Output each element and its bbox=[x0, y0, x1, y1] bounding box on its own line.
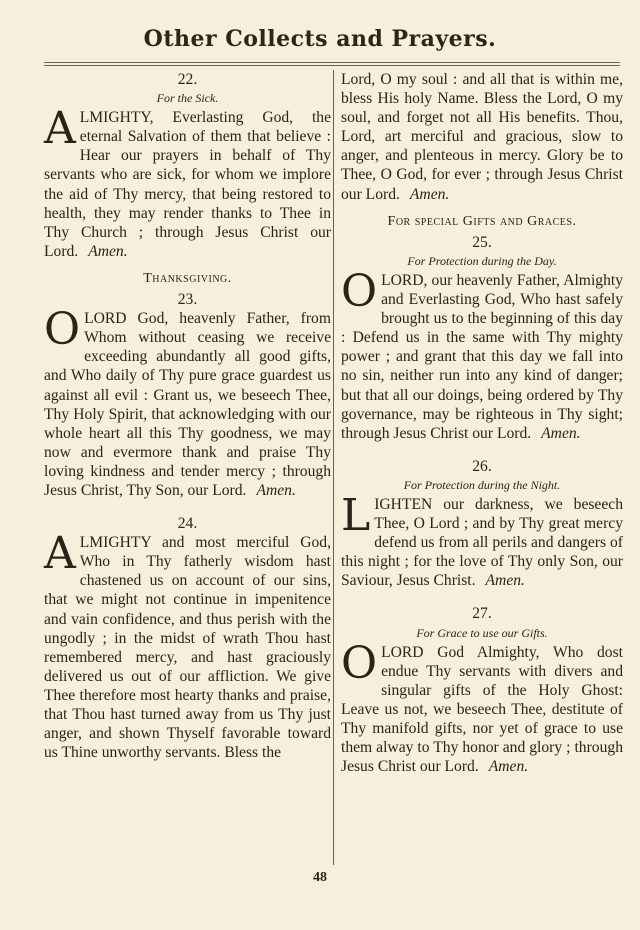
prayer-body: IGHTEN our darkness, we beseech Thee, O Lord ; and by Thy great mercy defend us from all perils and dangers of this night ; for the love of Thy only Son, our Saviour, Jesus Christ. bbox=[341, 495, 623, 590]
header-rule-double bbox=[44, 65, 620, 66]
amen-text: Amen. bbox=[409, 185, 450, 203]
prayer-text bbox=[341, 265, 623, 443]
prayer-number: 27. bbox=[472, 605, 492, 623]
page-header-title: Other Collects and Prayers. bbox=[143, 26, 497, 52]
drop-cap: A bbox=[44, 528, 76, 580]
prayer-body: LORD God, heavenly Father, from Whom without ceasing we receive exceeding abundantly all good gifts, and Who daily of Thy pure grace guardest us against all evil : Grant us, we beseech Thee, Thy Holy Spirit, that acknowledging with our whole heart all this Thy goodness, we may now and evermore thank and praise Thy loving kindness and tender mercy ; through Jesus Christ, Thy Son, our Lord. bbox=[44, 310, 331, 499]
column-divider bbox=[333, 70, 334, 865]
prayer-body: LORD, our heavenly Father, Almighty and Everlasting God, Who hast safely brought us to the beginning of this day : Defend us in the same with Thy mighty power ; and grant that this day we fall into no sin, neither run into any kind of danger; but that all our doings, being ordered by Thy governance, may be righteous in Thy sight; through Jesus Christ our Lord. bbox=[341, 271, 623, 442]
prayer-subtitle: For Protection during the Night. bbox=[403, 477, 561, 492]
prayer-number: 25. bbox=[472, 233, 492, 251]
drop-cap: O bbox=[44, 304, 81, 356]
prayer-body: LMIGHTY, Everlasting God, the eternal Salvation of them that believe : Hear our prayers in behalf of Thy servants who are sick, for whom we implore the aid of Thy mercy, that being restored to health, they may render thanks to Thee in Thy Church ; through Jesus Christ our Lord. bbox=[44, 109, 331, 260]
prayer-number: 24. bbox=[177, 515, 198, 533]
amen-text: Amen. bbox=[541, 424, 581, 442]
drop-cap: O bbox=[341, 637, 378, 689]
amen-text: Amen. bbox=[256, 481, 296, 499]
amen-text: Amen. bbox=[485, 572, 525, 590]
header-rule bbox=[44, 62, 620, 63]
prayer-text bbox=[341, 489, 623, 590]
prayer-text-continued bbox=[341, 70, 623, 204]
prayer-text bbox=[44, 103, 331, 261]
prayer-number: 22. bbox=[177, 71, 198, 88]
left-column bbox=[44, 70, 331, 762]
amen-text: Amen. bbox=[88, 242, 128, 260]
prayer-text bbox=[44, 528, 331, 762]
section-heading: Thanksgiving. bbox=[143, 270, 232, 286]
prayer-text bbox=[44, 304, 331, 500]
page-number: 48 bbox=[313, 870, 327, 885]
amen-text: Amen. bbox=[488, 758, 529, 776]
drop-cap: O bbox=[341, 265, 378, 317]
prayer-text bbox=[341, 637, 623, 777]
prayer-number: 26. bbox=[472, 457, 492, 475]
prayer-body: LMIGHTY and most merciful God, Who in Thy fatherly wisdom hast chastened us on account of our sins, that we might not continue in impenitence and vain confidence, and thus perish with the ungodly ; in the midst of wrath Thou hast remembered mercy, and hast graciously delivered us out of our affliction. We give Thee therefore most hearty thanks and praise, that Thou hast turned away from us Thy just anger, and shown Thyself favorable toward us Thine unworthy servants. Bless the bbox=[44, 534, 331, 762]
drop-cap: L bbox=[341, 489, 371, 541]
drop-cap: A bbox=[44, 103, 76, 155]
prayer-subtitle: For Grace to use our Gifts. bbox=[416, 625, 548, 640]
prayer-body: Lord, O my soul : and all that is within me, bless His holy Name. Bless the Lord, O my soul, and forget not all His benefits. Thou, Lord, art merciful and gracious, slow to anger, and plenteous in mercy. Glory be to Thee, O God, for ever ; through Jesus Christ our Lord. bbox=[341, 71, 623, 203]
section-heading: For special Gifts and Graces. bbox=[387, 213, 577, 229]
prayer-subtitle: For the Sick. bbox=[156, 91, 219, 106]
right-column bbox=[341, 70, 623, 776]
prayer-body: LORD God Almighty, Who dost endue Thy servants with divers and singular gifts of the Holy Ghost: Leave us not, we beseech Thee, destitute of Thy manifold gifts, nor yet of grace to use them alway to Thy honor and glory ; through Jesus Christ our Lord. bbox=[341, 643, 623, 776]
prayer-subtitle: For Protection during the Day. bbox=[407, 253, 557, 268]
prayer-number: 23. bbox=[177, 291, 198, 309]
